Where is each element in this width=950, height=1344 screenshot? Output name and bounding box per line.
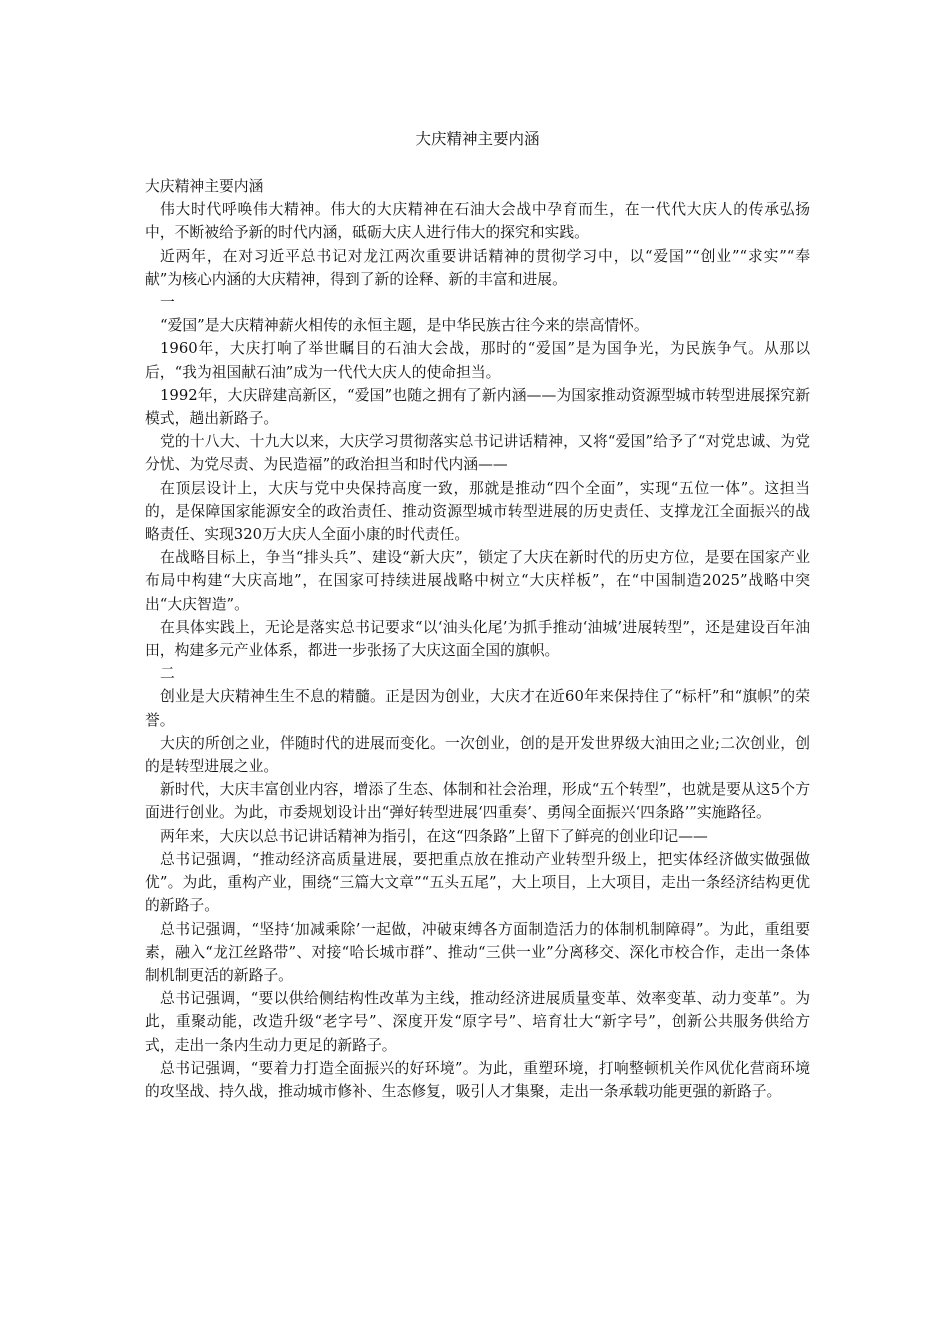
paragraph: 党的十八大、十九大以来，大庆学习贯彻落实总书记讲话精神，又将“爱国”给予了“对党忠诚、为党分忧、为党尽责、为民造福”的政治担当和时代内涵—— — [145, 433, 810, 474]
paragraph: 总书记强调，“要以供给侧结构性改革为主线，推动经济进展质量变革、效率变革、动力变革”。为此，重聚动能，改造升级“老字号”、深度开发“原字号”、培育壮大“新字号”，创新公共服务供给方式，走出一条内生动力更足的新路子。 — [145, 990, 810, 1054]
paragraph: 新时代，大庆丰富创业内容，增添了生态、体制和社会治理，形成“五个转型”，也就是要从这5个方面进行创业。为此，市委规划设计出“弹好转型进展‘四重奏’、勇闯全面振兴‘四条路’”实施路径。 — [145, 781, 810, 822]
paragraph: 伟大时代呼唤伟大精神。伟大的大庆精神在石油大会战中孕育而生，在一代代大庆人的传承弘扬中，不断被给予新的时代内涵，砥砺大庆人进行伟大的探究和实践。 — [145, 201, 810, 242]
section-number: 二 — [160, 665, 175, 683]
section-number: 一 — [160, 294, 175, 312]
document-title: 大庆精神主要内涵 — [415, 130, 540, 148]
paragraph: 在战略目标上，争当“排头兵”、建设“新大庆”，锁定了大庆在新时代的历史方位，是要在国家产业布局中构建“大庆高地”，在国家可持续进展战略中树立“大庆样板”，在“中国制造2025”战略中突出“大庆智造”。 — [145, 549, 810, 613]
paragraph: 两年来，大庆以总书记讲话精神为指引，在这“四条路”上留下了鲜亮的创业印记—— — [160, 827, 708, 845]
section-heading: 大庆精神主要内涵 — [145, 178, 264, 195]
paragraph: 1960年，大庆打响了举世瞩目的石油大会战，那时的“爱国”是为国争光，为民族争气。从那以后，“我为祖国献石油”成为一代代大庆人的使命担当。 — [145, 340, 810, 381]
paragraph: 创业是大庆精神生生不息的精髓。正是因为创业，大庆才在近60年来保持住了“标杆”和“旗帜”的荣誉。 — [145, 688, 810, 729]
paragraph: 总书记强调，“要着力打造全面振兴的好环境”。为此，重塑环境，打响整顿机关作风优化营商环境的攻坚战、持久战，推动城市修补、生态修复，吸引人才集聚，走出一条承载功能更强的新路子。 — [145, 1059, 810, 1100]
paragraph: 1992年，大庆辟建高新区，“爱国”也随之拥有了新内涵——为国家推动资源型城市转型进展探究新模式，趟出新路子。 — [145, 386, 810, 428]
paragraph: 在顶层设计上，大庆与党中央保持高度一致，那就是推动“四个全面”，实现“五位一体”。这担当的，是保障国家能源安全的政治责任、推动资源型城市转型进展的历史责任、支撑龙江全面振兴的战略责任、实现320万大庆人全面小康的时代责任。 — [145, 479, 810, 544]
paragraph: 在具体实践上，无论是落实总书记要求“以‘油头化尾’为抓手推动‘油城’进展转型”，还是建设百年油田，构建多元产业体系，都进一步张扬了大庆这面全国的旗帜。 — [145, 618, 810, 660]
paragraph: 总书记强调，“坚持‘加减乘除’一起做，冲破束缚各方面制造活力的体制机制障碍”。为此，重组要素，融入“龙江丝路带”、对接“哈长城市群”、推动“三供一业”分离移交、深化市校合作，走出一条体制机制更活的新路子。 — [145, 920, 810, 984]
document-body — [145, 175, 810, 1103]
document-page — [145, 0, 810, 1344]
paragraph: “爱国”是大庆精神薪火相传的永恒主题，是中华民族古往今来的崇高情怀。 — [160, 317, 649, 335]
paragraph: 总书记强调，“推动经济高质量进展，要把重点放在推动产业转型升级上，把实体经济做实做强做优”。为此，重构产业，围绕“三篇大文章”“五头五尾”，大上项目，上大项目，走出一条经济结构更优的新路子。 — [145, 850, 810, 915]
paragraph: 大庆的所创之业，伴随时代的进展而变化。一次创业，创的是开发世界级大油田之业;二次创业，创的是转型进展之业。 — [145, 734, 810, 776]
paragraph: 近两年，在对习近平总书记对龙江两次重要讲话精神的贯彻学习中，以“爱国”“创业”“求实”“奉献”为核心内涵的大庆精神，得到了新的诠释、新的丰富和进展。 — [145, 247, 810, 288]
